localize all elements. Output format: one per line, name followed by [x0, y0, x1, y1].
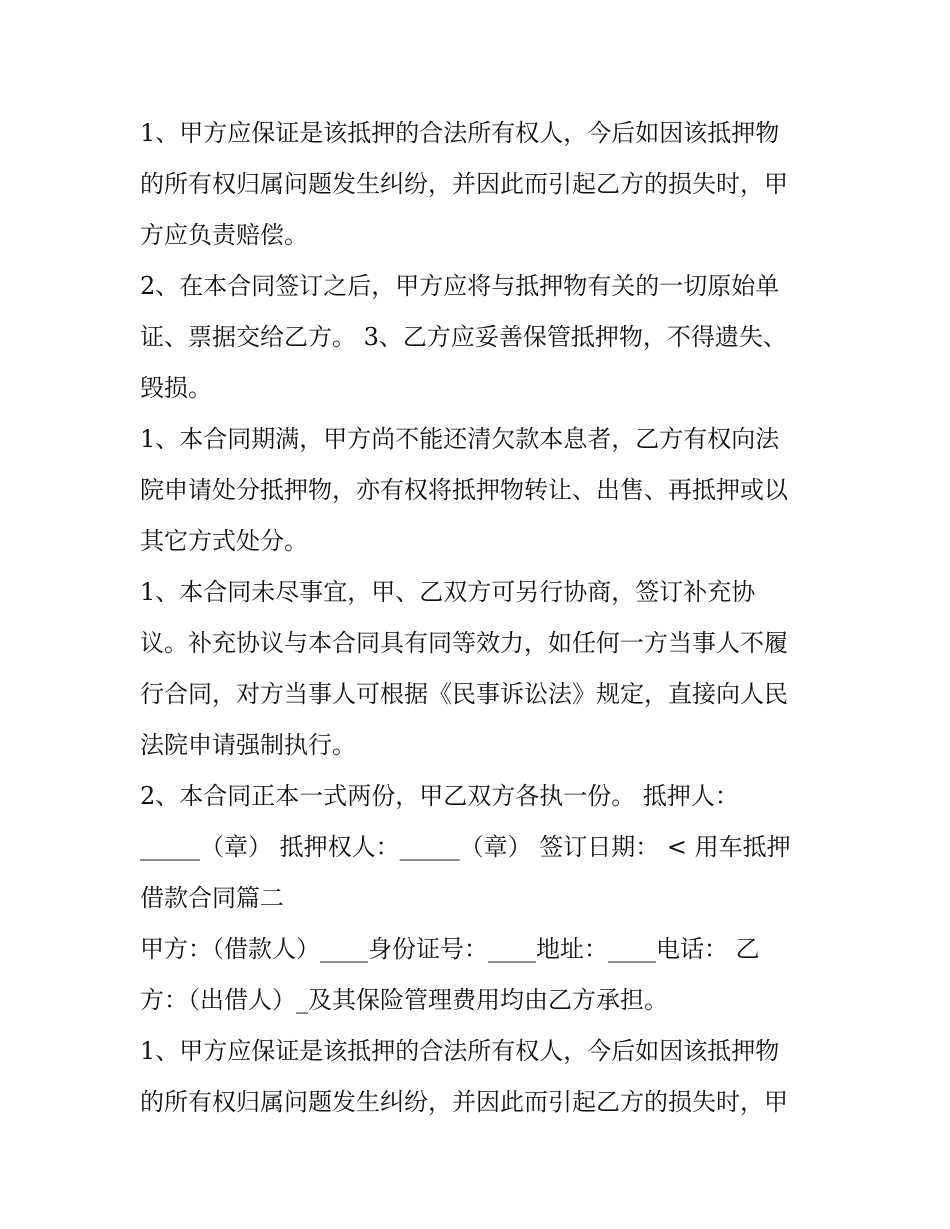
text-line: 2、在本合同签订之后，甲方应将与抵押物有关的一切原始单: [140, 272, 780, 300]
text-line: 其它方式处分。: [140, 527, 308, 555]
text-line: 毁损。: [140, 374, 212, 402]
text-line: 的所有权归属问题发生纠纷，并因此而引起乙方的损失时，甲: [140, 170, 788, 198]
text-line: 1、本合同未尽事宜，甲、乙双方可另行协商，签订补充协: [140, 578, 756, 606]
text-line: 方：（出借人）_及其保险管理费用均由乙方承担。: [140, 986, 668, 1014]
text-line: 1、本合同期满，甲方尚不能还清欠款本息者，乙方有权向法: [140, 425, 780, 453]
document-body: [140, 108, 820, 1128]
text-line: 甲方：（借款人）____身份证号：____地址：____电话： 乙: [140, 935, 760, 963]
text-line: 证、票据交给乙方。 3、乙方应妥善保管抵押物，不得遗失、: [140, 323, 787, 351]
text-line: 2、本合同正本一式两份，甲乙双方各执一份。 抵押人：: [140, 782, 739, 810]
text-line: 借款合同篇二: [140, 884, 284, 912]
text-line: 1、甲方应保证是该抵押的合法所有权人，今后如因该抵押物: [140, 1037, 780, 1065]
text-line: 方应负责赔偿。: [140, 221, 308, 249]
text-line: 议。补充协议与本合同具有同等效力，如任何一方当事人不履: [140, 629, 788, 657]
text-line: 行合同，对方当事人可根据《民事诉讼法》规定，直接向人民: [140, 680, 788, 708]
text-line: _____（章） 抵押权人：_____（章） 签订日期： < 用车抵押: [140, 833, 791, 861]
text-line: 院申请处分抵押物，亦有权将抵押物转让、出售、再抵押或以: [140, 476, 788, 504]
text-line: 的所有权归属问题发生纠纷，并因此而引起乙方的损失时，甲: [140, 1088, 788, 1116]
text-line: 法院申请强制执行。: [140, 731, 356, 759]
text-line: 1、甲方应保证是该抵押的合法所有权人，今后如因该抵押物: [140, 119, 780, 147]
